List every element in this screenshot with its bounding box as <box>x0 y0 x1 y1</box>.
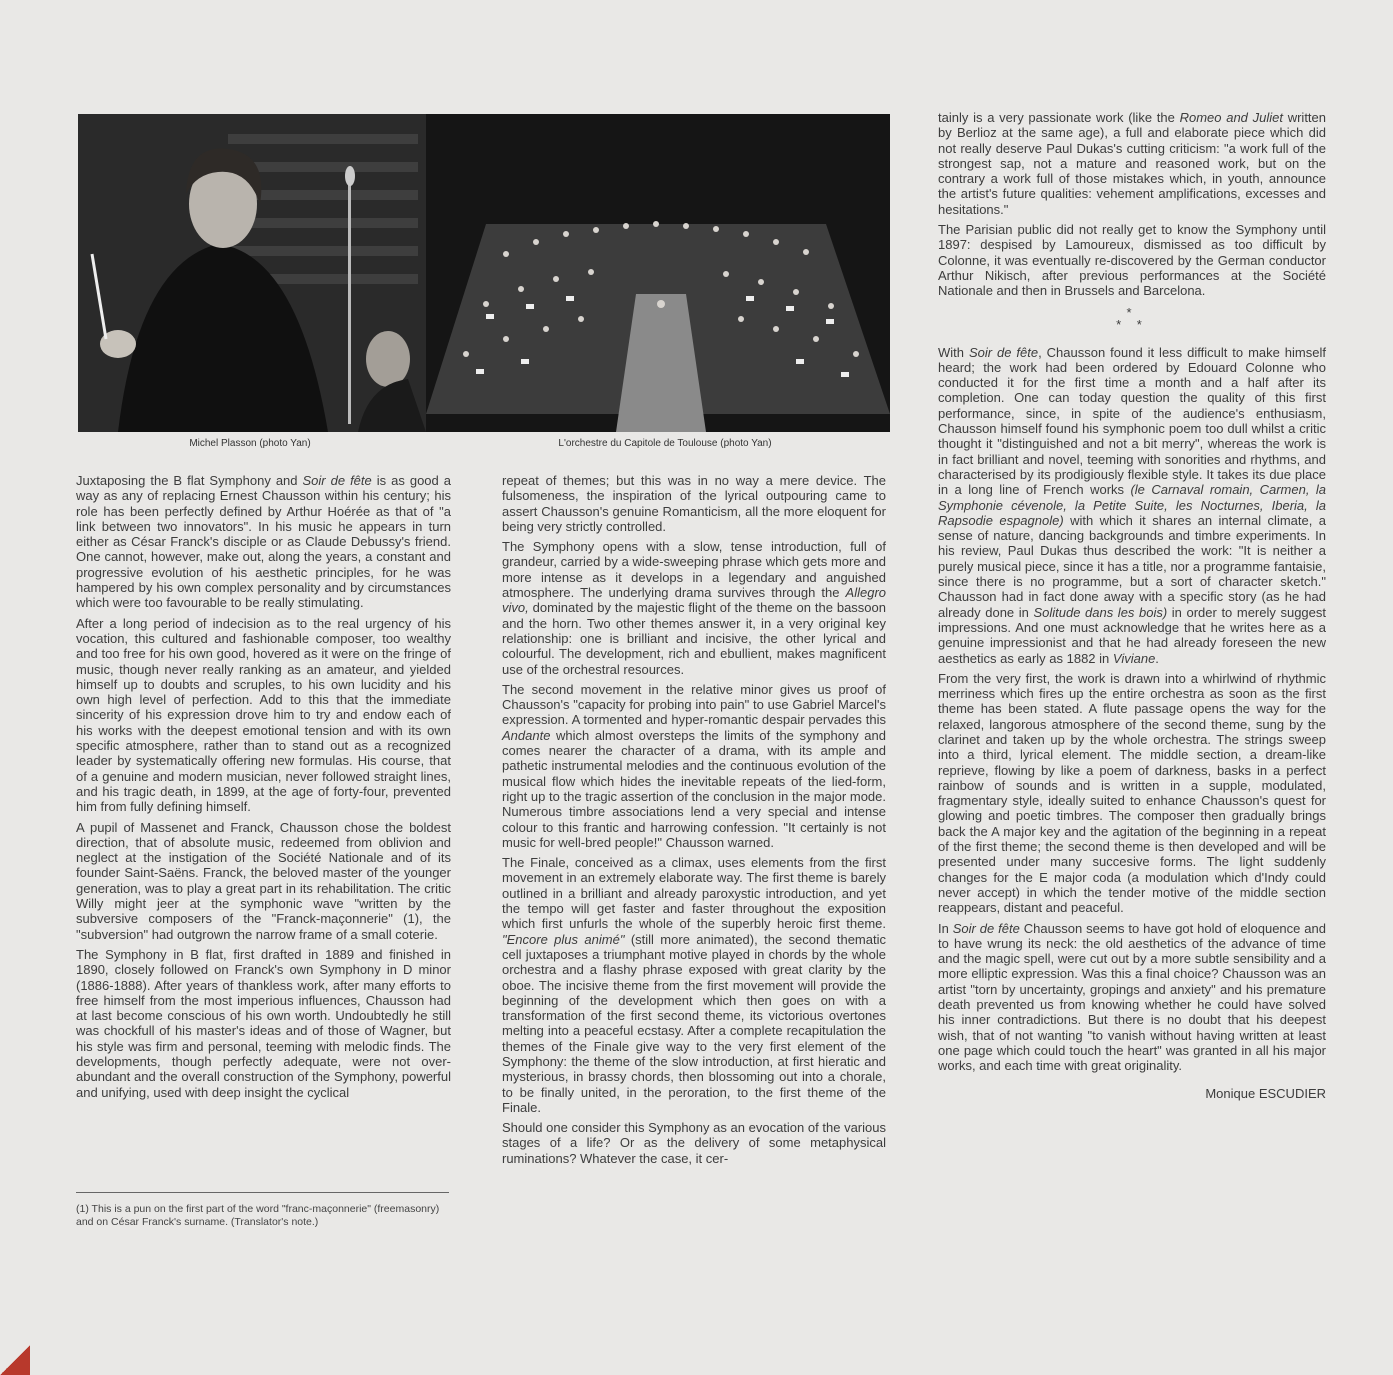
conductor-photo-image <box>78 114 426 432</box>
paragraph: Should one consider this Symphony as an evocation of the various stages of a life? Or as the delivery of some metaphysical ruminations? Whatever the case, it cer- <box>502 1120 886 1166</box>
column-1 <box>76 473 451 1105</box>
column-2 <box>502 473 886 1171</box>
paragraph: After a long period of indecision as to the real urgency of his vocation, this cultured and fashionable composer, too wealthy and too free for his own good, hovered as it were on the fringe of music, though never really ranking as an amateur, and yielded himself up to doubts and scruples, to his own lucidity and his own high level of perfection. Add to this that the immediate sincerity of his expression drove him to try and endow each of his works with the deepest emotional tension and with its own specific atmosphere, rather than to stand out as a recognized leader by systematically offering new formulas. His course, that of a genuine and modern musician, never followed straight lines, and his tragic death, in 1899, at the age of forty-four, prevented him from fully defining himself. <box>76 615 451 815</box>
caption-conductor: Michel Plasson (photo Yan) <box>189 438 311 449</box>
author-signature: Monique ESCUDIER <box>1205 1085 1326 1101</box>
paragraph: From the very first, the work is drawn into a whirlwind of rhythmic merriness which fires up the entire orchestra as soon as the first theme has been stated. A flute passage opens the way for the relaxed, langorous atmosphere of the second theme, sung by the clarinet and taken up by the whole orchestra. The strings sweep into a third, lyrical element. The middle section, a dream-like reprieve, flowing by like a poem of darkness, basks in a perfect rainbow of sounds and is written in a supple, modulated, fragmentary style, ideally suited to enhance Chausson's quest for glowing and poetic timbres. The composer then gradually brings back the A major key and the agitation of the beginning in a repeat of the first theme; the second theme is then developed and will be presented under many succesive forms. The light suddenly changes for the E major coda (a modulation which d'Indy could never accept) in which the tender motive of the middle section reappears, distant and peaceful. <box>938 670 1326 916</box>
paragraph: With Soir de fête, Chausson found it less difficult to make himself heard; the work had been ordered by Edouard Colonne who conducted it for the first time a month and a half after its completion. One can today question the quality of this first performance, since, in spite of the audience's enthusiasm, Chausson himself found his symphonic poem too dull whilst a critic thought it "distinguished and not a bit merry", whereas the work is in fact brilliant and novel, teeming with sonorities and rhythms, and characterised by its prodigiously flexible style. It takes its due place in a long line of French works (le Carnaval romain, Carmen, la Symphonie cévenole, la Petite Suite, les Nocturnes, Iberia, la Rapsodie espagnole) with which it shares an internal climate, a sense of nature, dancing backgrounds and timbre experiments. In his review, Paul Dukas thus described the work: "It is neither a purely musical piece, since it has a title, nor a programme fantaisie, since there is no programme, but a sort of character sketch." Chausson had in fact done away with a specific story (as he had already done in Solitude dans les bois) in order to merely suggest impressions. And one must acknowledge that he writes here as a genuine impressionist and that he had already foreseen the new aesthetics as early as 1882 in Viviane. <box>938 344 1327 666</box>
footnote: (1) This is a pun on the first part of the word "franc-maçonnerie" (freemasonry) and on César Franck's surname. (Translator's note.) <box>76 1203 440 1228</box>
asterisk-top: * <box>1126 304 1138 320</box>
paragraph: Juxtaposing the B flat Symphony and Soir de fête is as good a way as any of replacing Ernest Chausson within his century; his role has been perfectly defined by Arthur Hoérée as that of "a link between two innovators". In his music he appears in turn either as César Franck's disciple or as Claude Debussy's friend. One cannot, however, make out, along the years, a constant and progressive evolution of his aesthetic principles, for he was hampered by his own complex personality and by circumstances which were too favourable to be really stimulating. <box>76 473 451 611</box>
caption-orchestra: L'orchestre du Capitole de Toulouse (photo Yan) <box>558 438 772 449</box>
paragraph: A pupil of Massenet and Franck, Chausson chose the boldest direction, that of absolute music, redeemed from oblivion and neglect at the instigation of the Société Nationale and of its founder Saint-Saëns. Franck, the beloved master of the younger generation, was to play a great part in its rehabilitation. The critic Willy might jeer at the symphonic wave "written by the subversive composers of the "Franck-maçonnerie" (1), the "subversion" had outgrown the narrow frame of a small coterie. <box>76 819 451 942</box>
asterisk-bottom: * * <box>1116 316 1148 332</box>
section-separator <box>938 304 1326 332</box>
paragraph: The second movement in the relative minor gives us proof of Chausson's "capacity for probing into pain" to use Gabriel Marcel's expression. A tormented and hyper-romantic despair pervades this Andante which almost oversteps the limits of the symphony and comes nearer the character of a drama, with its ample and pathetic instrumental melodies and the continuous evolution of the musical flow which hides the inevitable repeats of the lied-form, right up to the tragic assertion of the conclusion in the major mode. Numerous timbre associations lend a very special and intense colour to this frantic and harrowing confession. "It certainly is not music for well-bred people!" Chausson warned. <box>502 681 886 850</box>
sleeve-edge <box>0 1345 30 1375</box>
paragraph: The Symphony opens with a slow, tense introduction, full of grandeur, carried by a wide-sweeping phrase which gets more and more intense as it develops in a legendary and anguished atmosphere. The underlying drama survives through the Allegro vivo, dominated by the majestic flight of the theme on the bassoon and the horn. Two other themes answer it, in a very original key relationship: one is brilliant and incisive, the other lyrical and colourful. The development, rich and ebullient, makes magnificent use of the orchestral resources. <box>502 539 886 677</box>
paragraph: The Finale, conceived as a climax, uses elements from the first movement in an extremely elaborate way. The first theme is barely outlined in a brilliant and already paroxystic introduction, and yet the tempo will get faster and faster throughout the exposition which first unfurls the whole of the superbly heroic first theme. "Encore plus animé" (still more animated), the second thematic cell juxtaposes a triumphant motive played in chords by the whole orchestra and a flashy phrase exposed with great clarity by the oboe. The incisive theme from the first movement will provide the beginning of the development which then goes on with a transformation of the first second theme, its victorious overtones melting into a peaceful ecstasy. After a complete recapitulation the themes of the Finale give way to the very first element of the Symphony: the theme of the slow introduction, at first hieratic and mysterious, in brassy chords, then blossoming out into a chorale, to be finally united, in the peroration, to the first theme of the Finale. <box>502 855 886 1115</box>
photo-orchestra <box>426 114 890 432</box>
paragraph: In Soir de fête Chausson seems to have got hold of eloquence and to have wrung its neck: the old aesthetics of the advance of time and the magic spell, were cut out by a more subtle sensibility and a more elliptic expression. Was this a final choice? Chausson was an artist "torn by uncertainty, gropings and anxiety" and his premature death prevented us from knowing whether he could have solved his inner contradictions. But there is no doubt that his deepest wish, that of not wanting "to vanish without having written at least one page which could touch the heart" was granted in all his major works, and each time with great originality. <box>938 920 1326 1074</box>
paragraph: repeat of themes; but this was in no way a mere device. The fulsomeness, the inspiration of the lyrical outpouring came to assert Chausson's genuine Romanticism, all the more eloquent for being very strictly controlled. <box>502 473 886 534</box>
column-3 <box>938 110 1326 1101</box>
footnote-rule <box>76 1192 449 1193</box>
photo-conductor <box>78 114 426 432</box>
orchestra-photo-image <box>426 114 890 432</box>
paragraph: tainly is a very passionate work (like the Romeo and Juliet written by Berlioz at the same age), a full and elaborate piece which did not really deserve Paul Dukas's cutting criticism: "a work full of the strongest sap, not a mature and reasoned work, but on the contrary a work full of those mistakes which, in youth, announce the artist's future qualities: vehement amplifications, excesses and hesitations." <box>938 110 1327 217</box>
paragraph: The Symphony in B flat, first drafted in 1889 and finished in 1890, closely followed on Franck's own Symphony in D minor (1886-1888). After years of thankless work, after many efforts to free himself from the most imperious influences, Chausson had at last become conscious of his own worth. Undoubtedly he still was chockfull of his master's ideas and of those of Wagner, but his style was firm and personal, teeming with melodic finds. The developments, though perfectly adequate, were not over-abundant and the overall construction of the Symphony, powerful and unifying, used with deep insight the cyclical <box>76 946 451 1100</box>
paragraph: The Parisian public did not really get to know the Symphony until 1897: despised by Lamoureux, dismissed as too difficult by Colonne, it was eventually re-discovered by the German conductor Arthur Nikisch, after previous performances at the Société Nationale and then in Brussels and Barcelona. <box>938 222 1326 299</box>
